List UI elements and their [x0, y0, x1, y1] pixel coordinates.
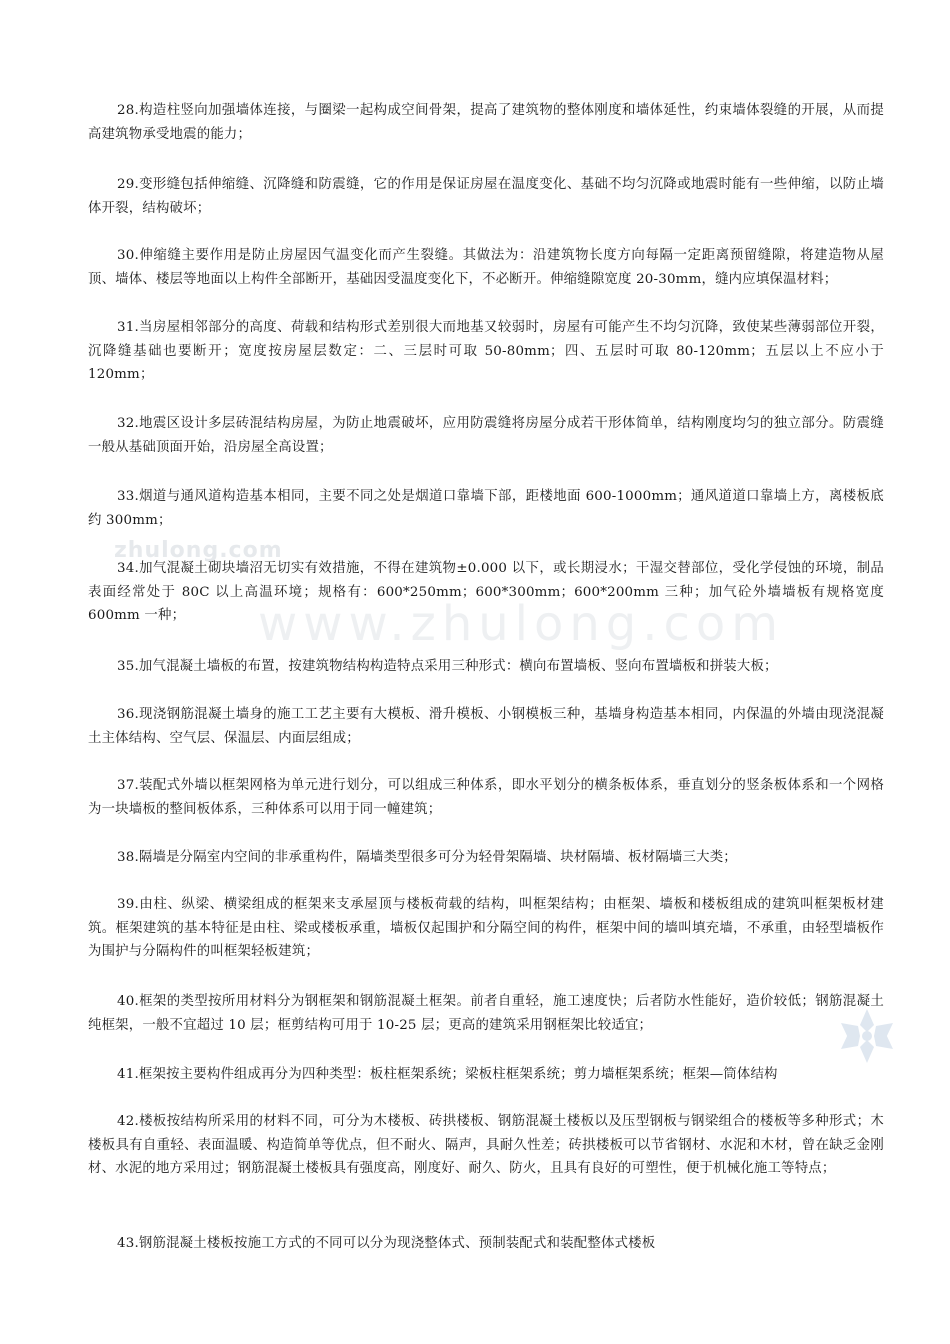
paragraph-38: 38.隔墙是分隔室内空间的非承重构件，隔墙类型很多可分为轻骨架隔墙、块材隔墙、板材隔墙三大类； — [117, 850, 737, 865]
paragraph-36: 36.现浇钢筋混凝土墙身的施工工艺主要有大模板、滑升模板、小钢模板三种，基墙身构造基本相同，内保温的外墙由现浇混凝土主体结构、空气层、保温层、内面层组成； — [88, 707, 884, 746]
watermark-small-text: zhulong.com — [114, 538, 283, 563]
watermark-large-text: www.zhulong.com — [258, 596, 785, 652]
paragraph-34: 34.加气混凝土砌块墙沼无切实有效措施，不得在建筑物±0.000 以下，或长期浸水；干湿交替部位，受化学侵蚀的环境，制品表面经常处于 80C 以上高温环境；规格有：600*250mm；600*300mm；600*200mm 三种；加气砼外墙墙板有规格宽度 600mm 一种； — [88, 561, 884, 623]
paragraph-40: 40.框架的类型按所用材料分为钢框架和钢筋混凝土框架。前者自重轻，施工速度快；后者防水性能好，造价较低；钢筋混凝土纯框架，一般不宜超过 10 层；框剪结构可用于 10-25 层；更高的建筑采用钢框架比较适宜； — [88, 994, 884, 1033]
paragraph-39: 39.由柱、纵梁、横梁组成的框架来支承屋顶与楼板荷载的结构，叫框架结构；由框架、墙板和楼板组成的建筑叫框架板材建筑。框架建筑的基本特征是由柱、梁或楼板承重，墙板仅起围护和分隔空间的构件，框架中间的墙叫填充墙，不承重，由轻型墙板作为围护与分隔构件的叫框架轻板建筑； — [88, 897, 884, 959]
paragraph-33: 33.烟道与通风道构造基本相同，主要不同之处是烟道口靠墙下部，距楼地面 600-1000mm；通风道道口靠墙上方，离楼板底约 300mm； — [88, 489, 884, 528]
paragraph-43: 43.钢筋混凝土楼板按施工方式的不同可以分为现浇整体式、预制装配式和装配整体式楼板 — [117, 1236, 656, 1251]
paragraph-28: 28.构造柱竖向加强墙体连接，与圈梁一起构成空间骨架，提高了建筑物的整体刚度和墙体延性，约束墙体裂缝的开展，从而提高建筑物承受地震的能力； — [88, 103, 884, 142]
paragraph-41: 41.框架按主要构件组成再分为四种类型：板柱框架系统；梁板柱框架系统；剪力墙框架系统；框架—筒体结构 — [117, 1067, 778, 1082]
paragraph-37: 37.装配式外墙以框架网格为单元进行划分，可以组成三种体系，即水平划分的横条板体系，垂直划分的竖条板体系和一个网格为一块墙板的整间板体系，三种体系可以用于同一幢建筑； — [88, 778, 884, 817]
paragraph-30: 30.伸缩缝主要作用是防止房屋因气温变化而产生裂缝。其做法为：沿建筑物长度方向每隔一定距离预留缝隙，将建造物从屋顶、墙体、楼层等地面以上构件全部断开，基础因受温度变化下，不必断开。伸缩缝隙宽度 20-30mm，缝内应填保温材料； — [88, 248, 884, 287]
paragraph-42: 42.楼板按结构所采用的材料不同，可分为木楼板、砖拱楼板、钢筋混凝土楼板以及压型钢板与钢梁组合的楼板等多种形式；木楼板具有自重轻、表面温暖、构造简单等优点，但不耐火、隔声，具耐久性差；砖拱楼板可以节省钢材、水泥和木材，曾在缺乏金刚材、水泥的地方采用过；钢筋混凝土楼板具有强度高，刚度好、耐久、防火，且具有良好的可塑性，便于机械化施工等特点； — [88, 1114, 884, 1176]
paragraph-32: 32.地震区设计多层砖混结构房屋，为防止地震破坏，应用防震缝将房屋分成若干形体简单，结构刚度均匀的独立部分。防震缝一般从基础顶面开始，沿房屋全高设置； — [88, 416, 884, 455]
paragraph-29: 29.变形缝包括伸缩缝、沉降缝和防震缝，它的作用是保证房屋在温度变化、基础不均匀沉降或地震时能有一些伸缩，以防止墙体开裂，结构破坏； — [88, 177, 884, 216]
paragraph-31: 31.当房屋相邻部分的高度、荷载和结构形式差别很大而地基又较弱时，房屋有可能产生不均匀沉降，致使某些薄弱部位开裂，沉降缝基础也要断开；宽度按房屋层数定：二、三层时可取 50-80mm；四、五层时可取 80-120mm；五层以上不应小于 120mm； — [88, 320, 884, 382]
paragraph-35: 35.加气混凝土墙板的布置，按建筑物结构构造特点采用三种形式：横向布置墙板、竖向布置墙板和拼装大板； — [117, 659, 778, 674]
